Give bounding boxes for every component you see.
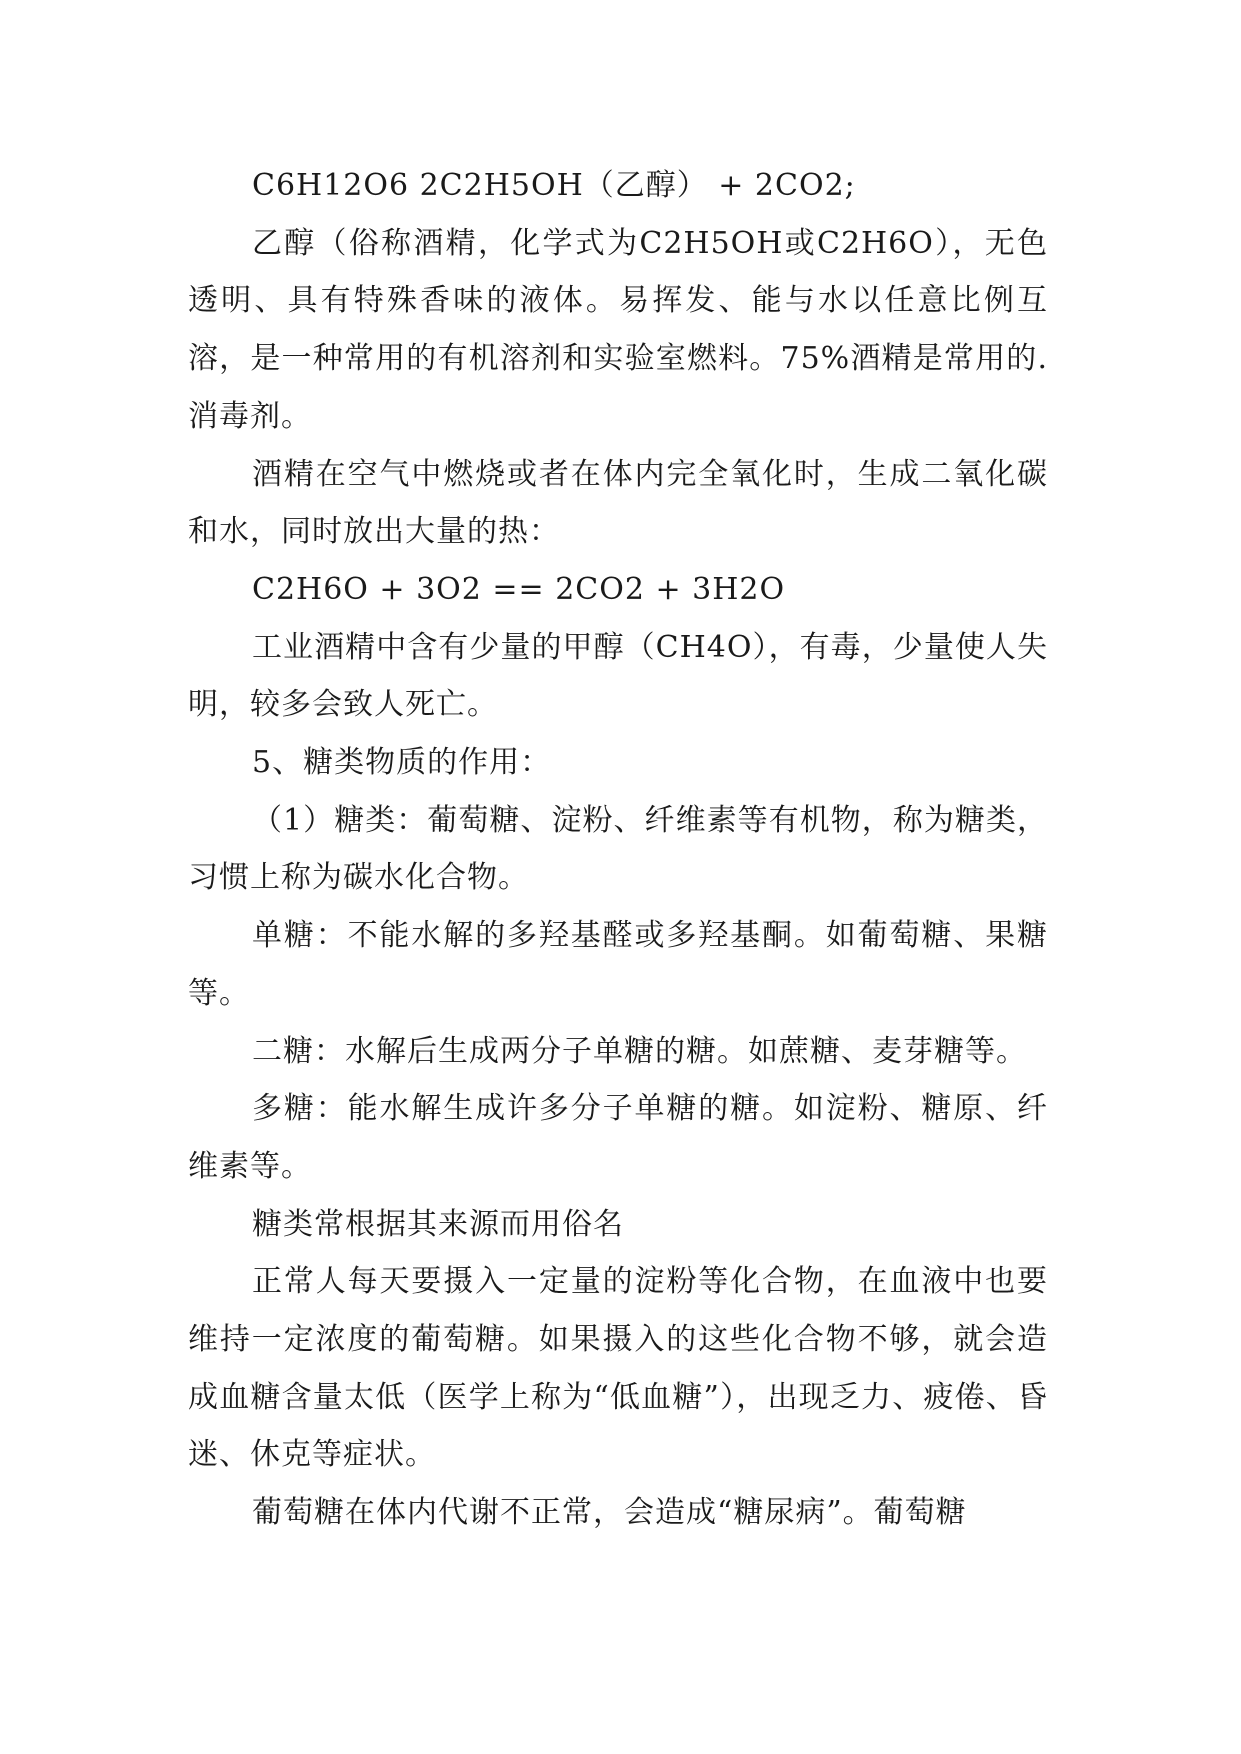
section-heading-sugars: 5、糖类物质的作用： xyxy=(252,745,552,781)
paragraph-blood-sugar: 正常人每天要摄入一定量的淀粉等化合物，在血液中也要维持一定浓度的葡萄糖。如果摄入的这些化合物不够，就会造成血糖含量太低（医学上称为“低血糖”），出现乏力、疲倦、昏迷、休克等症状。 xyxy=(188,1264,1048,1473)
paragraph-polysaccharide: 多糖：能水解生成许多分子单糖的糖。如淀粉、糖原、纤维素等。 xyxy=(188,1091,1048,1184)
paragraph-sugar-definition: （1）糖类：葡萄糖、淀粉、纤维素等有机物，称为糖类，习惯上称为碳水化合物。 xyxy=(188,802,1048,896)
paragraph-industrial-alcohol: 工业酒精中含有少量的甲醇（CH4O），有毒，少量使人失明，较多会致人死亡。 xyxy=(188,629,1048,723)
document-body xyxy=(188,157,1048,1542)
paragraph-ethanol-combustion: 酒精在空气中燃烧或者在体内完全氧化时，生成二氧化碳和水，同时放出大量的热： xyxy=(188,456,1048,550)
paragraph-monosaccharide: 单糖：不能水解的多羟基醛或多羟基酮。如葡萄糖、果糖等。 xyxy=(188,918,1048,1011)
paragraph-sugar-common-names: 糖类常根据其来源而用俗名 xyxy=(252,1206,624,1242)
paragraph-disaccharide: 二糖：水解后生成两分子单糖的糖。如蔗糖、麦芽糖等。 xyxy=(252,1033,1027,1069)
paragraph-ethanol-definition: 乙醇（俗称酒精，化学式为C2H5OH或C2H6O），无色透明、具有特殊香味的液体。易挥发、能与水以任意比例互溶，是一种常用的有机溶剂和实验室燃料。75%酒精是常用的.消毒剂。 xyxy=(188,225,1048,434)
paragraph-diabetes: 葡萄糖在体内代谢不正常，会造成“糖尿病”。葡萄糖 xyxy=(252,1495,967,1531)
paragraph-fermentation-equation: C6H12O6 2C2H5OH（乙醇） + 2CO2; xyxy=(252,168,856,203)
paragraph-combustion-equation: C2H6O + 3O2 == 2CO2 + 3H2O xyxy=(252,571,786,607)
